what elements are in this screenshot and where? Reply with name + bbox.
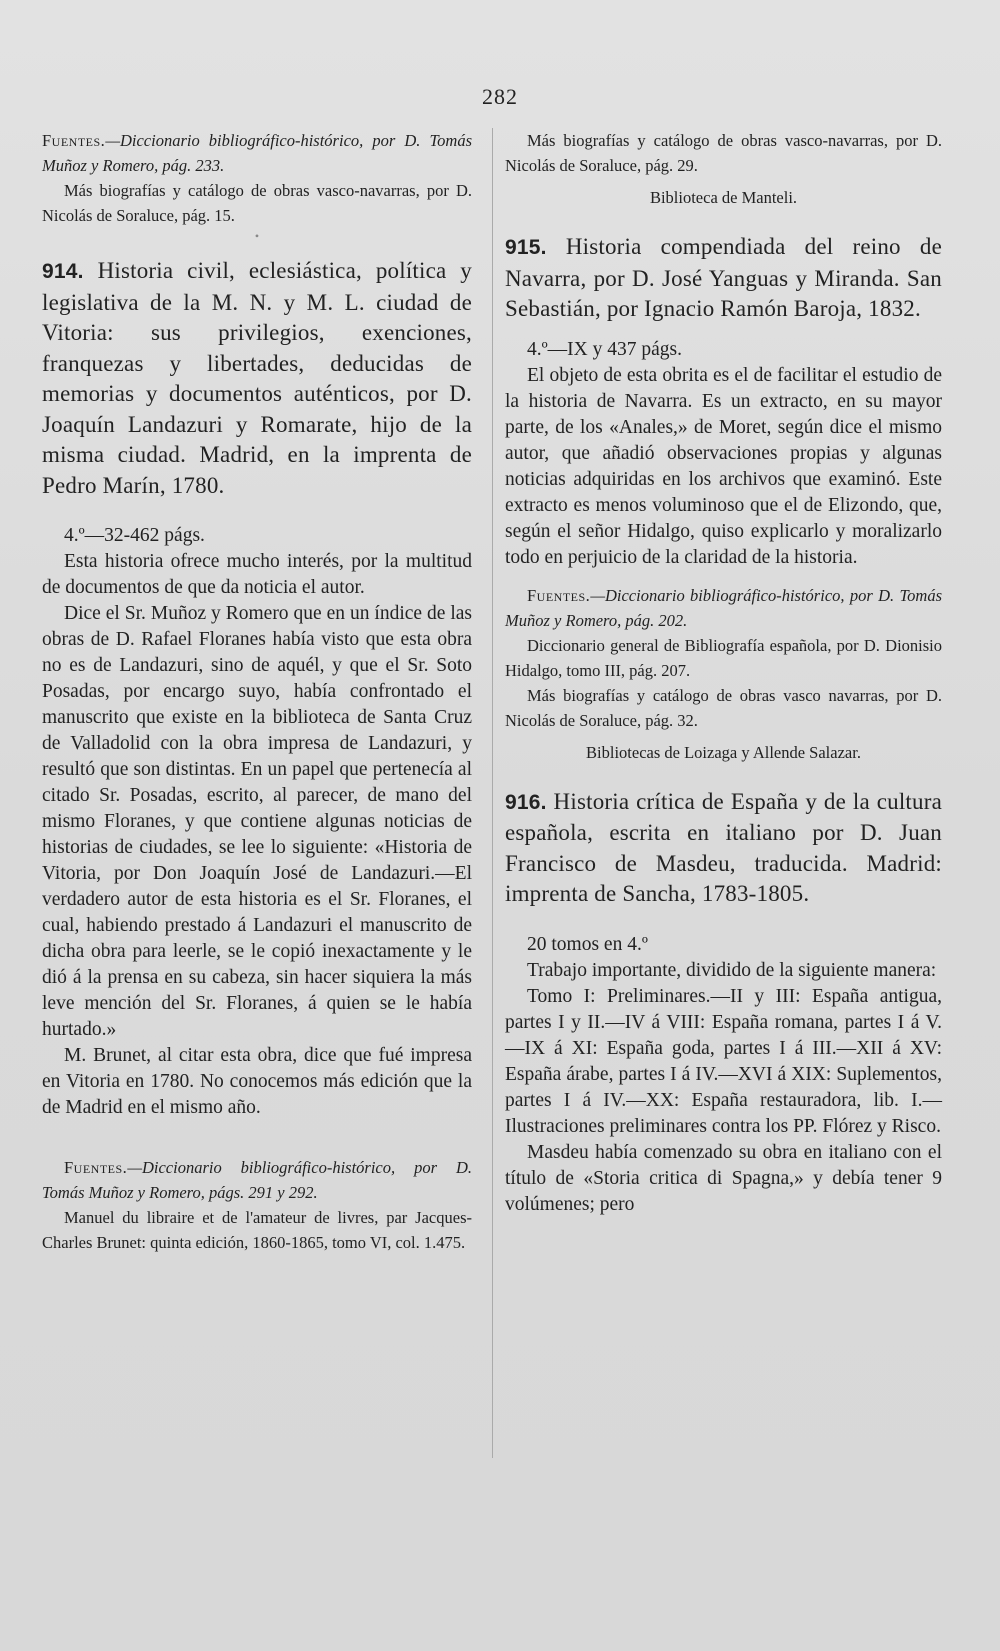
source-text: Más biografías y catálogo de obras vasco-navarras, por D. Nicolás de Soraluce, pág. 29. [505,131,942,175]
page-number: 282 [482,84,518,109]
entry-title-text: Historia crítica de España y de la cultura española, escrita en italiano por D. Juan Francisco de Masdeu, traducida. Madrid: imprenta de Sancha, 1783-1805. [505,788,942,906]
entry-916-paragraph: Trabajo importante, dividido de la siguiente manera: [527,959,937,981]
source-text: —Diccionario bibliográfico-histórico, por D. Tomás Muñoz y Romero, pág. 202. [505,585,942,630]
source-citation [505,633,942,683]
source-citation [42,1155,472,1205]
source-citation [505,128,942,178]
source-citation [505,583,942,633]
library-note: Bibliotecas de Loizaga y Allende Salazar. [586,742,861,762]
entry-914-title [42,256,472,501]
source-text: —Diccionario bibliográfico-histórico, por D. Tomás Muñoz y Romero, pág. 233. [42,131,472,175]
entry-title-text: Historia civil, eclesiástica, política y legislativa de la M. N. y M. L. ciudad de Vitoria: sus privilegios, exenciones, franquezas y libertades, deducidas de memorias y documentos auténticos, por D. Joaquín Landazuri y Romarate, hijo de la misma ciudad. Madrid, en la imprenta de Pedro Marín, 1780. [42,258,472,498]
source-label: Fuentes. [42,131,106,150]
source-citation [505,683,942,733]
entry-915-paragraph: El objeto de esta obrita es el de facilitar el estudio de la historia de Navarra. Es un extracto, en su mayor parte, de los «Anales,» de Moret, según dice el mismo autor, que añadió observaciones propias y algunas noticias adquiridas en los archivos que examinó. Este extracto es menos voluminoso que el de Elizondo, que, según el señor Hidalgo, quiso explicarlo y moralizarlo todo en perjuicio de la claridad de la historia. [505,364,942,568]
source-citation [42,178,472,228]
library-note: Biblioteca de Manteli. [649,188,798,207]
right-column [505,128,942,1218]
source-text: Manuel du libraire et de l'amateur de livres, par Jacques-Charles Brunet: quinta edición, 1860-1865, tomo VI, col. 1.475. [42,1208,472,1252]
entry-916-title [505,787,942,910]
entry-916-pages: 20 tomos en 4.º [527,933,648,955]
entry-915-title [505,232,942,325]
entry-916-paragraph: Masdeu había comenzado su obra en italiano con el título de «Storia critica di Spagna,» y debía tener 9 volúmenes; pero [505,1141,942,1215]
entry-number: 916. [505,790,547,814]
ornament-mark: • [254,229,260,243]
source-text: —Diccionario bibliográfico-histórico, por D. Tomás Muñoz y Romero, págs. 291 y 292. [42,1158,472,1202]
left-column [42,128,472,1255]
entry-916-paragraph: Tomo I: Preliminares.—II y III: España antigua, partes I y II.—IV á VIII: España romana, partes I á V.—IX á XI: España goda, partes I á III.—XII á XV: España árabe, partes I á IV.—XVI á XIX: Suplementos, partes I á IV.—XX: España restauradora, lib. I.—Ilustraciones preliminares contra los PP. Flórez y Risco. [505,985,942,1137]
source-citation [42,1205,472,1255]
source-label: Fuentes. [64,1158,128,1177]
source-text: Diccionario general de Bibliografía española, por D. Dionisio Hidalgo, tomo III, pág. 207. [505,635,942,680]
entry-number: 915. [505,236,547,259]
entry-915-pages: 4.º—IX y 437 págs. [527,338,682,360]
entry-914-pages: 4.º—32-462 págs. [64,525,205,546]
entry-number: 914. [42,260,84,283]
entry-914-paragraph: Dice el Sr. Muñoz y Romero que en un índice de las obras de D. Rafael Floranes había visto que esta obra no es de Landazuri, sino de aquél, y que el Sr. Soto Posadas, por encargo suyo, había confrontado el manuscrito que existe en la biblioteca de Santa Cruz de Valladolid con la obra impresa de Landazuri, y resultó que son distintas. En un papel que pertenecía al citado Sr. Posadas, escrito, al parecer, de mano del mismo Floranes, y que contiene algunas noticias de historias de ciudades, se lee lo siguiente: «Historia de Vitoria, por Don Joaquín José de Landazuri.—El verdadero autor de esta historia es el Sr. Floranes, el cual, habiendo prestado á Landazuri el manuscrito de dicha obra para leerle, se le copió inexactamente y le dió á la prensa en su cabeza, sin hacer siquiera la más leve mención del Sr. Floranes, á quien se le había hurtado.» [42,603,472,1040]
source-text: Más biografías y catálogo de obras vasco-navarras, por D. Nicolás de Soraluce, pág. 15. [42,181,472,225]
source-citation [42,128,472,178]
source-label: Fuentes. [527,585,591,605]
column-divider [492,128,493,1458]
entry-914-paragraph: Esta historia ofrece mucho interés, por la multitud de documentos de que da noticia el autor. [42,551,472,598]
entry-914-paragraph: M. Brunet, al citar esta obra, dice que fué impresa en Vitoria en 1780. No conocemos más edición que la de Madrid en el mismo año. [42,1045,472,1118]
entry-title-text: Historia compendiada del reino de Navarra, por D. José Yanguas y Miranda. San Sebastián, por Ignacio Ramón Baroja, 1832. [505,234,942,321]
source-text: Más biografías y catálogo de obras vasco navarras, por D. Nicolás de Soraluce, pág. 32. [505,685,942,730]
